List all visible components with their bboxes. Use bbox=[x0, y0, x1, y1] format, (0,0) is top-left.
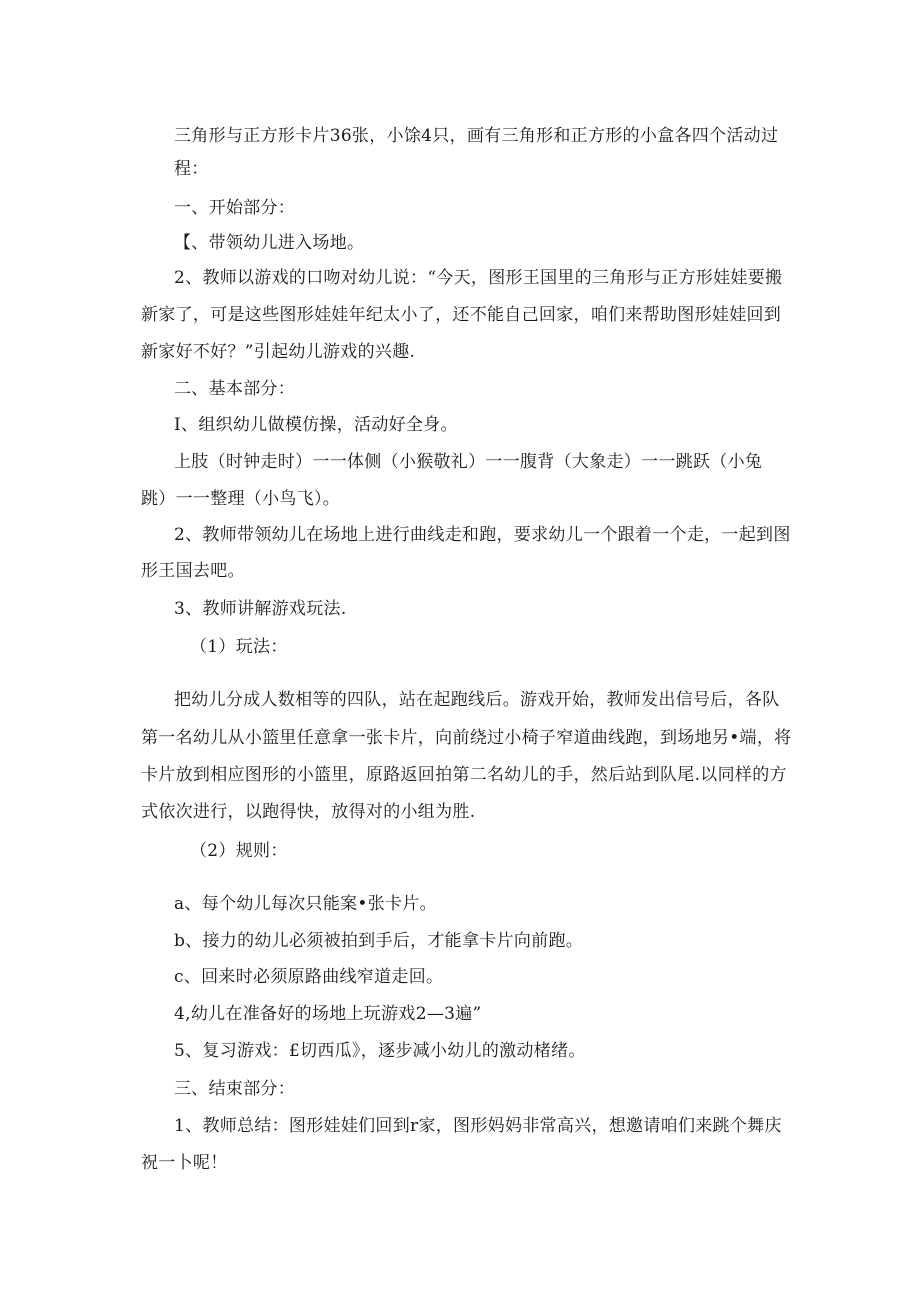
gameplay-line-4: 式依次进行，以跑得快，放得对的小组为胜. bbox=[141, 802, 476, 822]
basic-step-5: 5、复习游戏：£切西瓜》，逐步减小幼儿的激动楮绪。 bbox=[174, 1041, 586, 1061]
rule-a: a、每个幼儿每次只能案•张卡片。 bbox=[174, 894, 437, 914]
gameplay-line-3: 卡片放到相应图形的小篮里，原路返回拍第二名幼儿的手，然后站到队尾.以同样的方 bbox=[141, 765, 787, 785]
subheading-gameplay: （1）玩法： bbox=[190, 637, 288, 657]
materials-line-2: 程： bbox=[174, 159, 209, 179]
start-step-2-line-2: 新家了，可是这些图形娃娃年纪太小了，还不能自己回家，咱们来帮助图形娃娃回到 bbox=[141, 305, 782, 325]
section-heading-end: 三、结束部分： bbox=[174, 1079, 296, 1099]
end-step-1-line-1: 1、教师总结：图形娃娃们回到r家，图形妈妈非常高兴，想邀请咱们来跳个舞庆 bbox=[174, 1116, 782, 1136]
basic-step-1: I、组织幼儿做模仿操，活动好全身。 bbox=[174, 415, 458, 435]
subheading-rules: （2）规则： bbox=[190, 841, 288, 861]
rule-b: b、接力的幼儿必须被拍到手后，才能拿卡片向前跑。 bbox=[174, 931, 584, 951]
basic-step-2-line-2: 形王国去吧。 bbox=[141, 561, 245, 581]
materials-line-1: 三角形与正方形卡片36张，小馀4只，画有三角形和正方形的小盒各四个活动过 bbox=[174, 126, 779, 146]
gameplay-line-1: 把幼儿分成人数相等的四队，站在起跑线后。游戏开始，教师发出信号后，各队 bbox=[174, 690, 780, 710]
rule-c: c、回来时必须原路曲线窄道走回。 bbox=[174, 967, 444, 987]
end-step-1-line-2: 祝一卜呢！ bbox=[141, 1153, 228, 1173]
basic-step-3: 3、教师讲解游戏玩法. bbox=[174, 599, 347, 619]
start-step-2-line-1: 2、教师以游戏的口吻对幼儿说：“今天，图形王国里的三角形与正方形娃娃要搬 bbox=[174, 268, 783, 288]
basic-step-4: 4,幼儿在准备好的场地上玩游戏2—3遍” bbox=[174, 1004, 482, 1024]
exercise-line-2: 跳）一一整理（小鸟飞）。 bbox=[141, 489, 341, 509]
section-heading-basic: 二、基本部分： bbox=[174, 379, 296, 399]
gameplay-line-2: 第一名幼儿从小篮里任意拿一张卡片，向前绕过小椅子窄道曲线跑，到场地另•端，将 bbox=[141, 728, 792, 748]
start-step-2-line-3: 新家好不好？”引起幼儿游戏的兴趣. bbox=[141, 342, 416, 362]
basic-step-2-line-1: 2、教师带领幼儿在场地上进行曲线走和跑，要求幼儿一个跟着一个走，一起到图 bbox=[174, 525, 791, 545]
start-step-1: 【、带领幼儿进入场地。 bbox=[174, 233, 365, 253]
section-heading-start: 一、开始部分： bbox=[174, 198, 296, 218]
exercise-line-1: 上肢（时钟走时）一一体侧（小猴敬礼）一一腹背（大象走）一一跳跃（小兔 bbox=[174, 452, 763, 472]
